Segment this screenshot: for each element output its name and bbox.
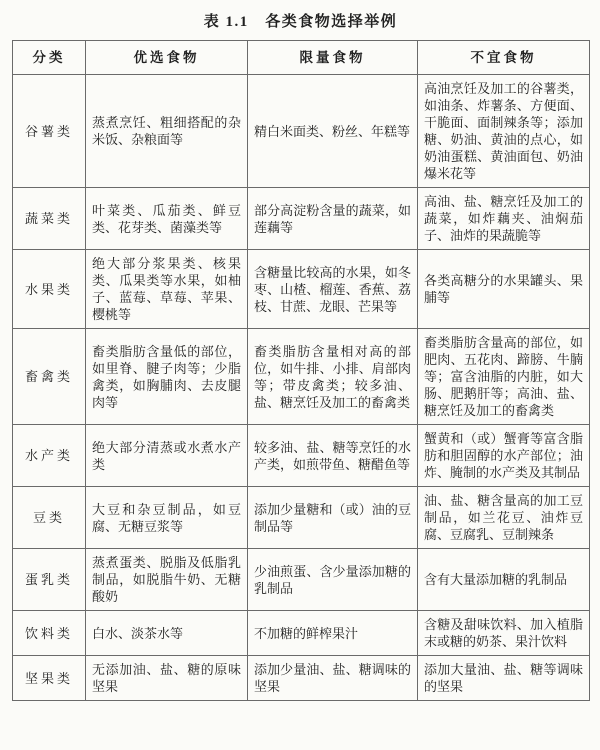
limited-foods-cell: 精白米面类、粉丝、年糕等 — [248, 75, 418, 188]
table-row — [13, 75, 590, 188]
table-row — [13, 329, 590, 425]
category-cell: 蛋乳类 — [13, 549, 86, 611]
category-cell: 坚果类 — [13, 656, 86, 701]
column-header-avoid-foods: 不宜食物 — [418, 41, 590, 75]
limited-foods-cell: 不加糖的鲜榨果汁 — [248, 611, 418, 656]
food-selection-table — [12, 40, 590, 701]
table-row — [13, 487, 590, 549]
category-cell: 蔬菜类 — [13, 188, 86, 250]
column-header-category: 分类 — [13, 41, 86, 75]
limited-foods-cell: 添加少量油、盐、糖调味的坚果 — [248, 656, 418, 701]
category-cell: 水果类 — [13, 250, 86, 329]
limited-foods-cell: 添加少量糖和（或）油的豆制品等 — [248, 487, 418, 549]
category-cell: 饮料类 — [13, 611, 86, 656]
category-cell: 谷薯类 — [13, 75, 86, 188]
table-row — [13, 611, 590, 656]
limited-foods-cell: 部分高淀粉含量的蔬菜，如莲藕等 — [248, 188, 418, 250]
limited-foods-cell: 含糖量比较高的水果，如冬枣、山楂、榴莲、香蕉、荔枝、甘蔗、龙眼、芒果等 — [248, 250, 418, 329]
category-cell: 水产类 — [13, 425, 86, 487]
avoid-foods-cell: 蟹黄和（或）蟹膏等富含脂肪和胆固醇的水产部位；油炸、腌制的水产类及其制品 — [418, 425, 590, 487]
table-title: 表 1.1 各类食物选择举例 — [203, 14, 398, 30]
table-body — [13, 75, 590, 701]
preferred-foods-cell: 畜类脂肪含量低的部位，如里脊、腱子肉等；少脂禽类，如胸脯肉、去皮腿肉等 — [86, 329, 248, 425]
avoid-foods-cell: 油、盐、糖含量高的加工豆制品，如兰花豆、油炸豆腐、豆腐乳、豆制辣条 — [418, 487, 590, 549]
table-row — [13, 656, 590, 701]
avoid-foods-cell: 高油烹饪及加工的谷薯类，如油条、炸薯条、方便面、干脆面、面制辣条等；添加糖、奶油、黄油的点心，如奶油蛋糕、黄油面包、奶油爆米花等 — [418, 75, 590, 188]
avoid-foods-cell: 添加大量油、盐、糖等调味的坚果 — [418, 656, 590, 701]
preferred-foods-cell: 白水、淡茶水等 — [86, 611, 248, 656]
table-row — [13, 250, 590, 329]
category-cell: 畜禽类 — [13, 329, 86, 425]
limited-foods-cell: 少油煎蛋、含少量添加糖的乳制品 — [248, 549, 418, 611]
column-header-preferred-foods: 优选食物 — [86, 41, 248, 75]
column-header-limited-foods: 限量食物 — [248, 41, 418, 75]
avoid-foods-cell: 含有大量添加糖的乳制品 — [418, 549, 590, 611]
preferred-foods-cell: 蒸煮烹饪、粗细搭配的杂米饭、杂粮面等 — [86, 75, 248, 188]
table-row — [13, 549, 590, 611]
preferred-foods-cell: 大豆和杂豆制品，如豆腐、无糖豆浆等 — [86, 487, 248, 549]
category-cell: 豆类 — [13, 487, 86, 549]
preferred-foods-cell: 绝大部分浆果类、核果类、瓜果类等水果，如柚子、蓝莓、草莓、苹果、樱桃等 — [86, 250, 248, 329]
preferred-foods-cell: 叶菜类、瓜茄类、鲜豆类、花芽类、菌藻类等 — [86, 188, 248, 250]
limited-foods-cell: 畜类脂肪含量相对高的部位，如牛排、小排、肩部肉等；带皮禽类；较多油、盐、糖烹饪及加工的畜禽类 — [248, 329, 418, 425]
avoid-foods-cell: 含糖及甜味饮料、加入植脂末或糖的奶茶、果汁饮料 — [418, 611, 590, 656]
preferred-foods-cell: 无添加油、盐、糖的原味坚果 — [86, 656, 248, 701]
preferred-foods-cell: 绝大部分清蒸或水煮水产类 — [86, 425, 248, 487]
limited-foods-cell: 较多油、盐、糖等烹饪的水产类，如煎带鱼、糖醋鱼等 — [248, 425, 418, 487]
avoid-foods-cell: 高油、盐、糖烹饪及加工的蔬菜，如炸藕夹、油焖茄子、油炸的果蔬脆等 — [418, 188, 590, 250]
header-row — [13, 41, 590, 75]
avoid-foods-cell: 畜类脂肪含量高的部位，如肥肉、五花肉、蹄膀、牛腩等；富含油脂的内脏，如大肠、肥鹅肝等；高油、盐、糖烹饪及加工的畜禽类 — [418, 329, 590, 425]
preferred-foods-cell: 蒸煮蛋类、脱脂及低脂乳制品，如脱脂牛奶、无糖酸奶 — [86, 549, 248, 611]
table-row — [13, 425, 590, 487]
table-row — [13, 188, 590, 250]
avoid-foods-cell: 各类高糖分的水果罐头、果脯等 — [418, 250, 590, 329]
